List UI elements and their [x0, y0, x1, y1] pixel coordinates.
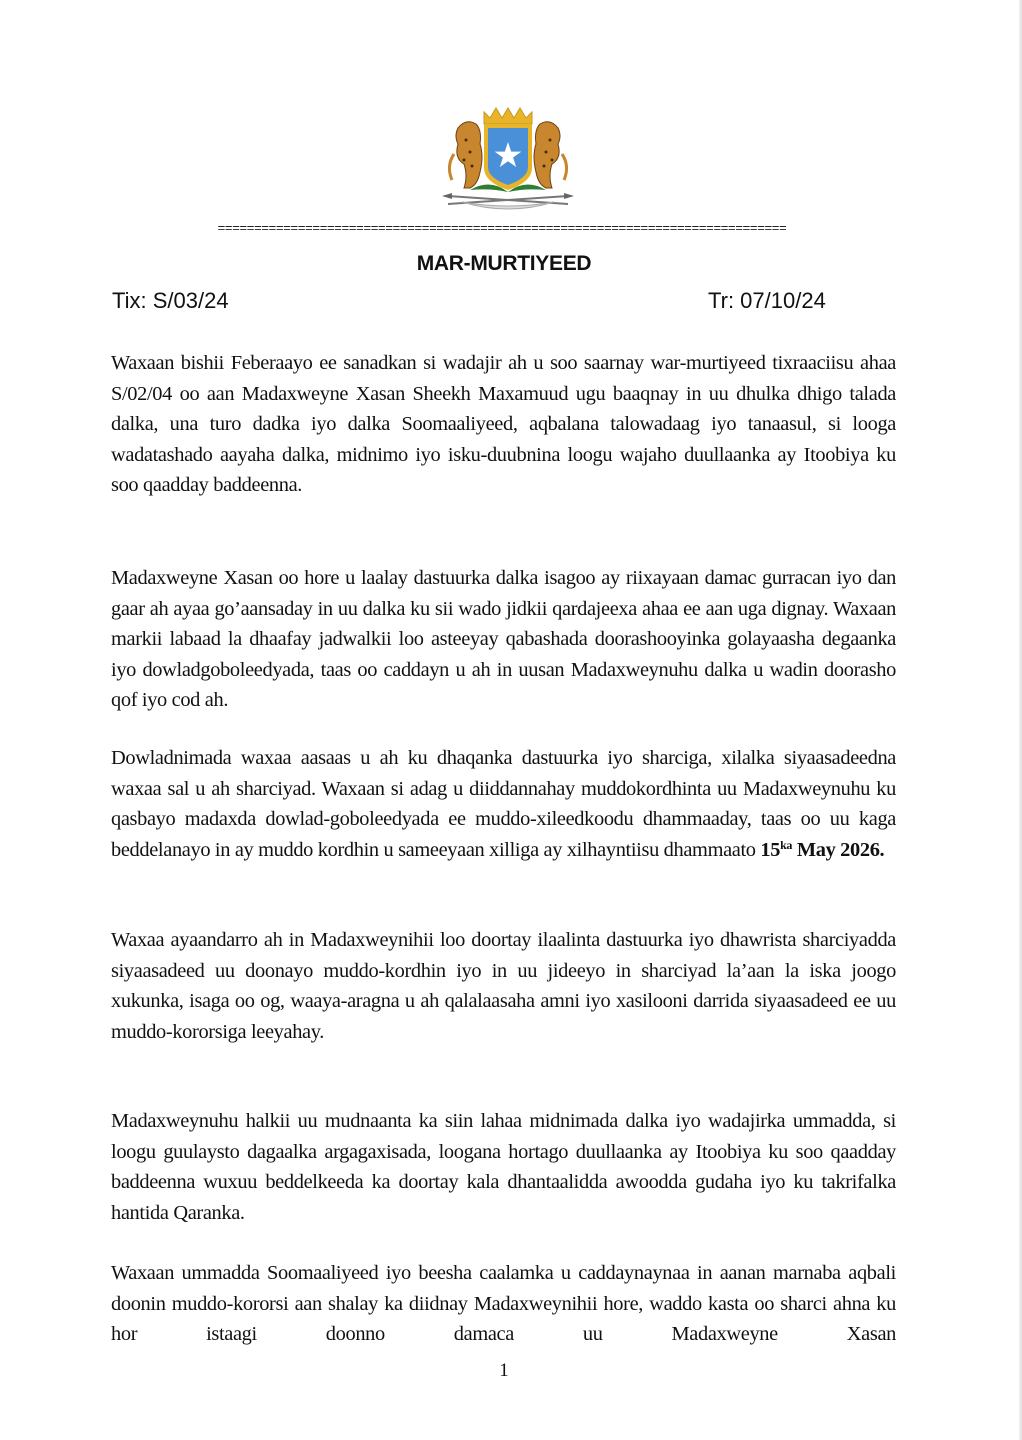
- header-divider: ==============================================================================: [217, 221, 787, 235]
- paragraph-3: [111, 743, 896, 865]
- paragraph-text: [111, 743, 896, 865]
- paragraph-body: Dowladnimada waxaa aasaas u ah ku dhaqanka dastuurka iyo sharciga, xilalka siyaasadeedna waxaa sal u ah sharciyad. Waxaan si adag u diiddannahay muddokordhinta uu Madaxweynuhu ku qasbayo madaxda dowlad-goboleedyada ee muddo-xileedkoodu dhammaaday, taas oo uu kaga beddelanayo in ay muddo kordhin u sameeyaan xilliga ay xilhayntiisu dhammaato: [111, 747, 896, 861]
- paragraph-text: Waxaan ummadda Soomaaliyeed iyo beesha caalamka u caddaynaynaa in aanan marnaba aqbali doonin muddo-kororsi aan shalay ka diidnay Madaxweynihii hore, waddo kasta oo sharci ahna ku hor istaagi doonno damaca uu Madaxweyne Xasan: [111, 1262, 896, 1345]
- paragraph-text: Madaxweynuhu halkii uu mudnaanta ka siin lahaa midnimada dalka iyo wadajirka ummadda, si loogu guulaysto dagaalka argagaxisada, loogana hortago duullaanka ay Itoobiya ku soo qaadday baddeenna wuxuu beddelkeeda ka doortay kala dhantaalidda awoodda gudaha iyo ku takrifalka hantida Qaranka.: [111, 1110, 896, 1224]
- paragraph-4: [111, 925, 896, 1047]
- paragraph-5: [111, 1106, 896, 1228]
- page-number: 1: [499, 1360, 509, 1381]
- reference-number: Tix: S/03/24: [112, 288, 229, 313]
- paragraph-2: [111, 563, 896, 716]
- paragraph-text: Madaxweyne Xasan oo hore u laalay dastuurka dalka isagoo ay riixayaan damac gurracan iyo dan gaar ah ayaa go’aansaday in uu dalka ku sii wado jidkii qardajeexa ahaa ee aan uga dignay. Waxaan markii labaad la dhaafay jadwalkii loo asteeyay qabashada doorashooyinka golayaasha degaanka iyo dowladgoboleedyada, taas oo caddayn u ah in uusan Madaxweynuhu dalka u wadin doorasho qof iyo cod ah.: [111, 567, 896, 711]
- paragraph-1: [111, 348, 896, 501]
- document-date: Tr: 07/10/24: [708, 288, 826, 313]
- paragraph-text: Waxaan bishii Feberaayo ee sanadkan si wadajir ah u soo saarnay war-murtiyeed tixraaciisu ahaa S/02/04 oo aan Madaxweyne Xasan Sheekh Maxamuud ugu baaqnay in uu dhulka dhigo talada dalka, una turo dadka iyo dalka Soomaaliyeed, aqbalana talowadaag iyo tanaasul, si looga wadatashado aayaha dalka, midnimo iyo isku-duubnina loogu wajaho duullaanka ay Itoobiya ku soo qaadday baddeenna.: [111, 352, 896, 496]
- deadline-date: $15^{ka}$ May 2026.: [760, 837, 885, 861]
- paragraph-text: Waxaa ayaandarro ah in Madaxweynihii loo doortay ilaalinta dastuurka iyo dhawrista sharciyadda siyaasadeed uu doonayo muddo-kordhin iyo in uu jideeyo in sharciyad la’aan la iska joogo xukunka, isaga oo og, waaya-aragna u ah qalalaasaha amni iyo xasilooni darrida siyaasadeed ee uu muddo-kororsiga leeyahay.: [111, 929, 896, 1043]
- document-title: MAR-MURTIYEED: [416, 252, 592, 275]
- coat-of-arms-icon: [440, 104, 576, 216]
- paragraph-6: [111, 1258, 896, 1350]
